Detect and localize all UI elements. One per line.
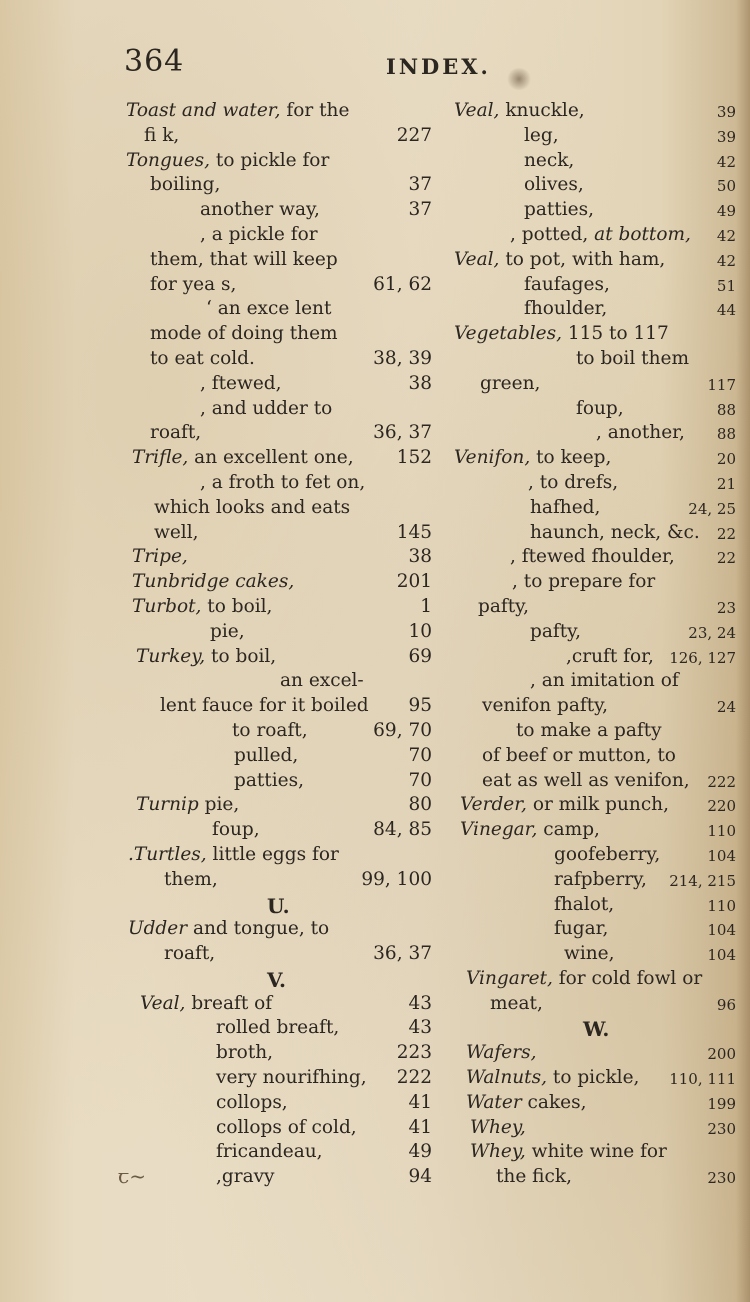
page-reference: 110, 111 [669,1070,736,1089]
entry-heading: Walnuts, [466,1067,547,1089]
page-reference: 222 [707,772,736,791]
page-reference: 42 [716,226,736,245]
entry-text: pulled, [234,744,299,766]
entry-text: broth, [216,1042,274,1064]
page-edge-shadow [736,0,750,1302]
index-entry [126,1067,432,1092]
page-reference: 49 [408,1141,432,1163]
entry-text: to eat cold. [150,347,255,369]
entry-heading: Wafers, [466,1042,537,1064]
index-entry [126,918,432,943]
page-reference: 49 [716,202,736,221]
index-entry [126,274,432,299]
entry-heading: Turbot, [132,595,202,617]
page-reference: 37 [408,174,432,196]
index-entry [454,199,736,224]
page-reference: 152 [396,447,432,469]
entry-text: .Turtles, little eggs for [128,843,339,865]
entry-text [132,546,188,567]
entry-text: Vingaret, for cold fowl or [466,967,703,989]
page-reference: 42 [716,251,736,270]
entry-text: to boil them [576,347,689,369]
index-entry [454,174,736,199]
entry-text: roaft, [150,422,202,444]
page-reference: 21 [716,474,736,493]
entry-text: boiling, [150,174,221,196]
entry-text: wine, [564,943,615,965]
index-entry [454,298,736,323]
entry-text: ,gravy [216,1166,275,1188]
index-entry [454,695,736,720]
page-reference: 38 [408,372,432,394]
index-entry [126,794,432,819]
index-entry [454,323,736,348]
entry-text: Whey, white wine for [470,1141,667,1163]
index-entry [126,1141,432,1166]
entry-heading: Tunbridge cakes, [132,571,295,593]
index-entry [126,373,432,398]
entry-heading: .Turtles, [128,843,207,865]
page-reference: 222 [396,1067,432,1089]
index-entry [126,968,432,993]
index-entry [454,522,736,547]
index-entry [126,646,432,671]
index-column-left [126,100,432,1191]
index-entry [454,819,736,844]
entry-text: collops, [216,1091,288,1113]
entry-text: fricandeau, [216,1141,323,1163]
section-letter: W. [583,1017,610,1042]
index-entry [126,621,432,646]
page-reference: 230 [707,1169,736,1188]
entry-text: , a froth to fet on, [200,471,366,493]
entry-text: pie, [210,620,245,642]
page-reference: 23 [716,598,736,617]
index-entry [126,100,432,125]
page-reference: 95 [408,695,432,717]
index-entry [126,894,432,919]
entry-heading: Trifle, [132,447,189,469]
entry-text: rafpberry, [554,868,647,890]
index-entry [126,249,432,274]
index-entry [126,670,432,695]
page-reference: 214, 215 [669,871,736,890]
index-entry [454,373,736,398]
entry-text: patties, [524,199,594,221]
index-entry [126,422,432,447]
entry-text: Turnip pie, [136,794,240,816]
page-reference: 88 [716,400,736,419]
page-reference: 227 [396,124,432,146]
entry-text: Toast and water, for the [126,100,350,121]
entry-text: to roaft, [232,719,308,741]
entry-text: of beef or mutton, to [482,744,676,766]
page-reference: 110 [707,822,736,841]
index-entry [126,770,432,795]
index-entry [454,1067,736,1092]
entry-text: neck, [524,149,575,171]
section-letter: V. [267,967,286,992]
bottom-mark: ꞇ~ [118,1164,146,1188]
page-reference: 38, 39 [373,347,432,369]
index-entry [454,1117,736,1142]
entry-text: , a pickle for [200,223,318,245]
page-reference: 80 [408,794,432,816]
entry-text: Veal, to pot, with ham, [454,248,666,270]
page-reference: 200 [707,1045,736,1064]
section-letter: U. [267,893,290,918]
index-entry [454,100,736,125]
entry-text: , to drefs, [528,471,619,493]
page-reference: 99, 100 [361,868,432,890]
index-entry [126,819,432,844]
entry-text: eat as well as venifon, [482,769,690,791]
entry-text: , potted, at bottom, [510,223,691,245]
entry-text: to make a pafty [516,719,662,741]
entry-heading: Whey, [470,1116,526,1138]
page-reference: 220 [707,797,736,816]
index-entry [454,224,736,249]
entry-text: another way, [200,199,320,221]
index-entry [454,422,736,447]
index-entry [454,918,736,943]
page-reference: 70 [408,769,432,791]
ink-blot-icon [506,68,532,90]
entry-text: goofeberry, [554,843,661,865]
entry-heading: Water [466,1091,522,1113]
page-reference: 41 [408,1116,432,1138]
index-entry [126,224,432,249]
page-reference: 96 [716,995,736,1014]
entry-heading: Verder, [460,794,527,816]
page-reference: 110 [707,896,736,915]
page-reference: 117 [707,375,736,394]
index-entry [126,150,432,175]
entry-text: pafty, [478,595,530,617]
entry-text: Udder and tongue, to [128,918,330,940]
entry-text: fhoulder, [524,298,608,320]
page-reference: 37 [408,199,432,221]
page-reference: 104 [707,946,736,965]
index-entry [126,447,432,472]
index-entry [454,1017,736,1042]
page-reference: 104 [707,921,736,940]
entry-text: collops of cold, [216,1116,357,1138]
page-reference: 36, 37 [373,943,432,965]
page-reference: 44 [716,301,736,320]
index-entry [126,298,432,323]
page-reference: 199 [707,1094,736,1113]
index-entry [454,993,736,1018]
page-reference: 1 [420,595,432,617]
index-entry [126,323,432,348]
entry-text: , to prepare for [512,571,656,593]
entry-text: , an imitation of [530,670,679,692]
page-reference: 36, 37 [373,422,432,444]
index-entry [454,1166,736,1191]
index-entry [454,1042,736,1067]
entry-text: , and udder to [200,397,333,419]
page-reference: 69 [408,645,432,667]
entry-text: fi k, [144,124,180,146]
page-reference: 39 [716,103,736,121]
running-head: INDEX. [386,54,491,79]
entry-text: foup, [576,397,624,419]
entry-heading: Tongues, [126,149,211,171]
page-reference: 38 [408,546,432,568]
page-reference: 22 [716,549,736,568]
entry-text: Trifle, an excellent one, [132,447,354,469]
index-entry [454,844,736,869]
entry-text: fhalot, [554,893,615,915]
entry-text: roaft, [164,943,216,965]
index-entry [454,646,736,671]
index-entry [454,943,736,968]
index-entry [126,1042,432,1067]
entry-heading: Veal, [140,992,186,1014]
entry-heading: Udder [128,918,188,940]
index-entry [126,695,432,720]
entry-text: fugar, [554,918,609,940]
entry-text: leg, [524,124,559,146]
entry-text: pafty, [530,620,582,642]
page-reference: 84, 85 [373,819,432,841]
index-entry [126,174,432,199]
entry-text: Vegetables, 115 to 117 [454,323,669,345]
index-entry [454,571,736,596]
index-entry [126,993,432,1018]
index-entry [454,894,736,919]
index-entry [454,720,736,745]
entry-text: the fick, [496,1166,572,1188]
index-entry [126,869,432,894]
entry-text: Turkey, to boil, [136,645,277,667]
entry-text: mode of doing them [150,323,338,345]
page-reference: 61, 62 [373,273,432,295]
entry-heading: Vingaret, [466,967,553,989]
entry-text: them, that will keep [150,248,338,270]
page-reference: 88 [716,425,736,444]
entry-text: Turbot, to boil, [132,595,273,617]
entry-text: Walnuts, to pickle, [466,1067,640,1089]
page-header [0,44,750,84]
index-entry [454,1141,736,1166]
index-column-right [454,100,736,1191]
entry-heading: Veal, [454,100,500,121]
index-entry [126,1117,432,1142]
page-reference: 43 [408,992,432,1014]
entry-text: green, [480,372,541,394]
entry-text: , ftewed fhoulder, [510,546,675,568]
page-reference: 230 [707,1119,736,1138]
page-reference: 145 [396,521,432,543]
index-entry [126,546,432,571]
entry-text: which looks and eats [154,496,351,518]
entry-text: Veal, knuckle, [454,100,585,121]
page-reference: 20 [716,450,736,469]
index-entry [126,596,432,621]
index-entry [126,348,432,373]
index-entry [454,497,736,522]
index-entry [454,596,736,621]
entry-text: for yea s, [150,273,237,295]
entry-text: lent fauce for it boiled [160,695,369,717]
entry-text: Water cakes, [466,1091,587,1113]
page-reference: 24, 25 [688,499,736,518]
index-entry [454,274,736,299]
page-reference: 69, 70 [373,719,432,741]
entry-text: rolled breaft, [216,1017,340,1039]
page-reference: 126, 127 [669,648,736,667]
entry-text: olives, [524,174,584,196]
index-entry [126,497,432,522]
entry-text: patties, [234,769,304,791]
page-number: 364 [124,44,185,79]
page-reference: 223 [396,1042,432,1064]
index-entry [454,249,736,274]
entry-text: Tongues, to pickle for [126,149,330,171]
index-entry [454,670,736,695]
entry-text [466,1042,536,1063]
entry-heading: Veal, [454,248,500,270]
index-entry [454,968,736,993]
index-entry [126,472,432,497]
page-reference: 201 [396,571,432,593]
index-entry [454,1092,736,1117]
entry-text: faufages, [524,273,610,295]
entry-heading: Tripe, [132,546,188,568]
page-reference: 50 [716,177,736,196]
page-reference: 42 [716,152,736,171]
entry-text: hafhed, [530,496,601,518]
entry-text: Venifon, to keep, [454,447,612,469]
entry-text: an excel- [280,670,364,692]
entry-heading: Vegetables, [454,323,562,345]
entry-text: very nourifhing, [216,1067,367,1089]
page-reference: 10 [408,620,432,642]
entry-text: , another, [596,422,685,444]
page-reference: 24 [716,698,736,717]
entry-heading: Vinegar, [460,819,538,841]
entry-text: ‘ an exce lent [206,298,332,320]
entry-text: foup, [212,819,260,841]
index-entry [454,398,736,423]
index-entry [454,745,736,770]
index-entry [454,447,736,472]
page-reference: 39 [716,127,736,146]
entry-heading: Toast and water, [126,100,281,121]
index-entry [126,943,432,968]
index-entry [454,770,736,795]
index-entry [454,621,736,646]
entry-heading: Venifon, [454,447,531,469]
index-entry [454,125,736,150]
entry-heading: Turnip [136,794,199,816]
entry-text: ,cruft for, [566,645,654,667]
page-reference: 41 [408,1091,432,1113]
entry-text: Veal, breaft of [140,992,273,1014]
index-entry [126,199,432,224]
page-reference: 70 [408,744,432,766]
entry-text: haunch, neck, &c. [530,521,700,543]
index-entry [126,1092,432,1117]
entry-text: meat, [490,992,543,1014]
entry-text: Vinegar, camp, [460,819,600,841]
index-entry [126,745,432,770]
index-entry [454,150,736,175]
entry-text: venifon pafty, [482,695,609,717]
page-reference: 104 [707,846,736,865]
index-entry [126,522,432,547]
entry-text [470,1117,526,1138]
index-entry [454,546,736,571]
entry-text: , ftewed, [200,372,282,394]
page-reference: 94 [408,1166,432,1188]
entry-text: them, [164,868,218,890]
index-entry [126,720,432,745]
index-entry [126,398,432,423]
entry-note: at bottom, [588,223,691,245]
entry-text: well, [154,521,199,543]
page-reference: 51 [716,276,736,295]
entry-text: Verder, or milk punch, [460,794,669,816]
index-entry [454,472,736,497]
index-entry [454,794,736,819]
page-reference: 22 [716,524,736,543]
index-entry [126,571,432,596]
index-entry [126,1166,432,1191]
entry-text [132,571,294,592]
page-reference: 23, 24 [688,623,736,642]
index-entry [126,844,432,869]
index-entry [454,348,736,373]
entry-heading: Turkey, [136,645,206,667]
index-entry [454,869,736,894]
index-entry [126,125,432,150]
entry-heading: Whey, [470,1141,526,1163]
index-entry [126,1017,432,1042]
page-reference: 43 [408,1017,432,1039]
